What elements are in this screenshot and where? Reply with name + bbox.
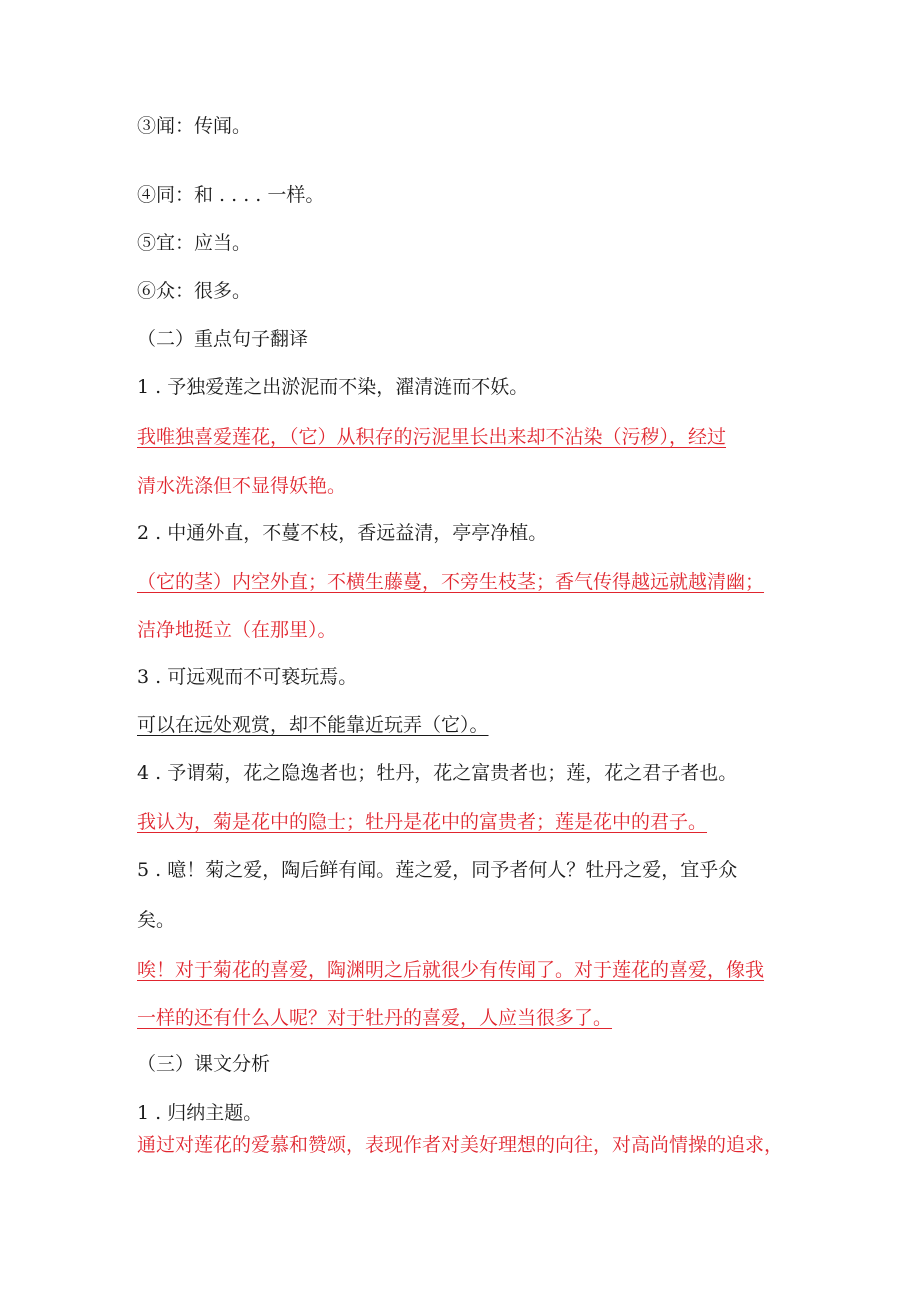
- section-heading: （二）重点句子翻译: [137, 328, 309, 350]
- sentence-translation: 唉！对于菊花的喜爱，陶渊明之后就很少有传闻了。对于莲花的喜爱，像我: [137, 959, 765, 981]
- sentence-original: 3 . 可远观而不可亵玩焉。: [137, 666, 358, 688]
- sentence-original: 2 . 中通外直，不蔓不枝，香远益清，亭亭净植。: [137, 522, 548, 544]
- vocab-item: ⑥众：很多。: [137, 280, 252, 302]
- analysis-answer: 通过对莲花的爱慕和赞颂，表现作者对美好理想的向往，对高尚情操的追求，: [137, 1134, 784, 1156]
- sentence-translation: 我认为，菊是花中的隐士；牡丹是花中的富贵者；莲是花中的君子。: [137, 811, 708, 833]
- sentence-original: 矣。: [137, 909, 176, 931]
- vocab-item: ③闻：传闻。: [137, 115, 252, 137]
- sentence-translation: 可以在远处观赏，却不能靠近玩弄（它）。: [137, 714, 489, 736]
- section-heading: （三）课文分析: [137, 1053, 271, 1075]
- sentence-translation: （它的茎）内空外直；不横生藤蔓，不旁生枝茎；香气传得越远就越清幽；: [137, 571, 765, 593]
- sentence-translation: 清水洗涤但不显得妖艳。: [137, 475, 347, 497]
- sentence-original: 5 . 噫！菊之爱，陶后鲜有闻。莲之爱，同予者何人？牡丹之爱，宜乎众: [137, 859, 738, 881]
- analysis-question: 1 . 归纳主题。: [137, 1102, 263, 1124]
- vocab-item: ④同：和 . . . . 一样。: [137, 184, 325, 206]
- sentence-original: 1 . 予独爱莲之出淤泥而不染，濯清涟而不妖。: [137, 376, 529, 398]
- sentence-translation: 洁净地挺立（在那里）。: [137, 619, 337, 641]
- vocab-item: ⑤宜：应当。: [137, 232, 252, 254]
- sentence-original: 4 . 予谓菊，花之隐逸者也；牡丹，花之富贵者也；莲，花之君子者也。: [137, 762, 738, 784]
- sentence-translation: 我唯独喜爱莲花，（它）从积存的污泥里长出来却不沾染（污秽），经过: [137, 426, 727, 448]
- sentence-translation: 一样的还有什么人呢？对于牡丹的喜爱，人应当很多了。: [137, 1007, 613, 1029]
